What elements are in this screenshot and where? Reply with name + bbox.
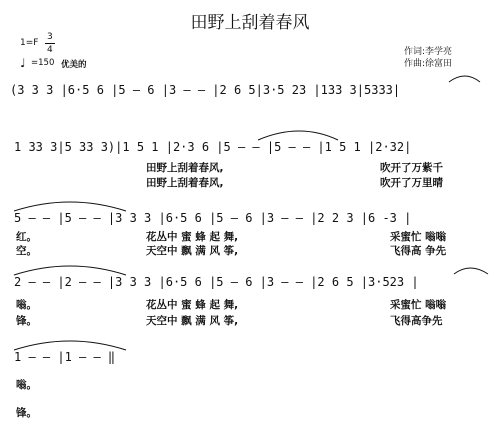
lyric-row-4-verse-1: 花丛中 蜜 蜂 起 舞, [146,299,239,311]
time-signature-top: 3 [47,32,53,42]
lyric-row-3-verse-1: 花丛中 蜜 蜂 起 舞, [146,231,239,243]
tempo-marking: =150 [31,58,55,68]
lyric-row-3-verse-1-end: 采蜜忙 嗡嗡 [390,231,447,243]
lyric-row-4-verse-2-start: 锋。 [16,315,37,327]
lyric-row-4-verse-2-end: 飞得高争先 [390,315,443,327]
lyric-row-3-verse-2: 天空中 飘 满 风 筝, [146,245,239,257]
slur-row-4a [14,266,126,275]
notation-row-1: (3 3 3 |6·5 6 |5 — 6 |3 — — |2 6 5|3·5 23 |133 3|5333| [10,83,401,97]
lyric-row-4-verse-1-end: 采蜜忙 嗡嗡 [390,299,447,311]
slur-row-3 [14,202,126,211]
lyric-row-4-verse-2: 天空中 飘 满 风 筝, [146,315,239,327]
time-signature-bottom: 4 [47,45,53,55]
lyric-row-3-verse-2-start: 空。 [16,245,37,257]
lyricist-credit: 作词:李学亮 [404,47,453,57]
lyric-row-2-verse-2-end: 吹开了万里晴 [380,177,443,189]
slur-row-5 [14,341,126,350]
quarter-note-icon: ♩ [20,56,26,70]
lyric-row-5-verse-2: 锋。 [16,407,37,419]
song-title: 田野上刮着春风 [190,13,310,33]
lyric-row-3-verse-1-start: 红。 [16,231,37,243]
key-signature: 1=F [20,38,39,48]
lyric-row-3-verse-2-end: 飞得高 争先 [390,245,447,257]
lyric-row-2-verse-1-end: 吹开了万紫千 [380,162,443,174]
notation-row-4: 2 — — |2 — — |3 3 3 |6·5 6 |5 — 6 |3 — — |2 6 5 |3·523 | [14,275,419,289]
notation-row-3: 5 — — |5 — — |3 3 3 |6·5 6 |5 — 6 |3 — — |2 2 3 |6 -3 | [14,211,412,225]
notation-row-5: 1 — — |1 — — ‖ [14,350,116,364]
notation-row-2: 1 33 3|5 33 3)|1 5 1 |2·3 6 |5 — — |5 — — |1 5 1 |2·32| [14,140,412,154]
lyric-row-5-verse-1: 嗡。 [16,379,37,391]
slur-row-2 [258,131,338,140]
composer-credit: 作曲:徐富田 [404,59,453,69]
slur-row-4b [454,268,488,274]
lyric-row-4-verse-1-start: 嗡。 [16,299,37,311]
lyric-row-2-verse-2: 田野上刮着春风, [146,177,224,189]
expression-marking: 优美的 [61,60,87,70]
slur-row-1 [449,76,480,82]
lyric-row-2-verse-1: 田野上刮着春风, [146,162,224,174]
